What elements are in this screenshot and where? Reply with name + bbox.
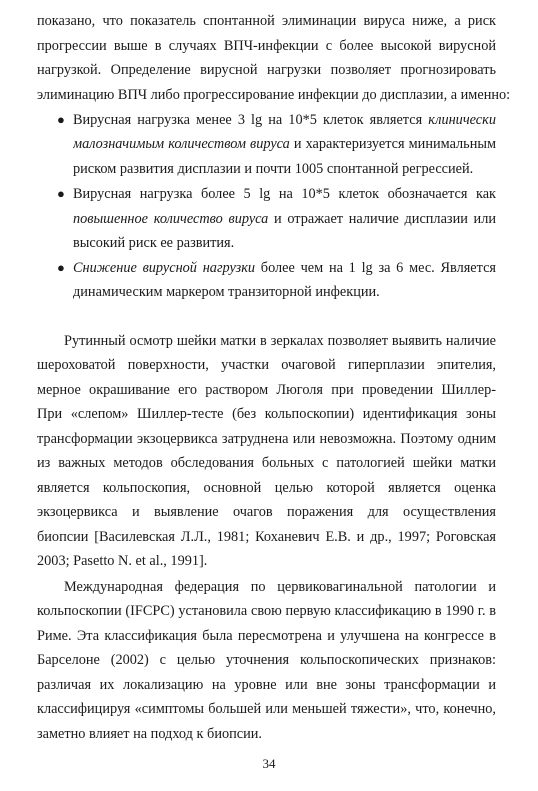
para2-line-1: Рутинный осмотр шейки матки в зеркалах позволяет выявить наличие <box>64 333 496 349</box>
para3-line-6: классифицируя «симптомы большей или меньшей тяжести», что, конечно, <box>37 701 496 717</box>
para2-line-10: 2003; Pasetto N. et al., 1991]. <box>37 553 208 569</box>
para3-line-7: заметно влияет на подход к биопсии. <box>37 726 262 742</box>
para2-line-4: При «слепом» Шиллер-тесте (без кольпоскопии) идентификация зоны <box>37 406 496 422</box>
bullet-icon: ● <box>57 260 65 275</box>
para2-line-7: является кольпоскопия, основной целью которой является оценка <box>37 480 496 496</box>
bullet-2-line-2: повышенное количество вируса и отражает наличие дисплазии или <box>73 211 496 227</box>
bullet-2-line-3: высокий риск ее развития. <box>73 235 235 251</box>
bullet-1-line-3: риском развития дисплазии и почти 1005 спонтанной регрессией. <box>73 161 474 177</box>
para2-line-6: из важных методов обследования больных с патологией шейки матки <box>37 455 496 471</box>
para2-line-8: экзоцервикса и выявление очагов поражения для осуществления <box>37 504 496 520</box>
para3-line-5: различая их локализацию на уровне или вне зоны трансформации и <box>37 677 496 693</box>
intro-line-1: показано, что показатель спонтанной элиминации вируса ниже, а риск <box>37 13 496 29</box>
bullet-icon: ● <box>57 112 65 127</box>
para3-line-2: кольпоскопии (IFCPC) установила свою первую классификацию в 1990 г. в <box>37 603 496 619</box>
para2-line-2: шероховатой поверхности, участки очаговой гиперплазии эпителия, <box>37 357 496 373</box>
para3-line-4: Барселоне (2002) с целью уточнения кольпоскопических признаков: <box>37 652 496 668</box>
para2-line-5: трансформации экзоцервикса затруднена или невозможна. Поэтому одним <box>37 431 496 447</box>
para2-line-9: биопсии [Василевская Л.Л., 1981; Коханевич Е.В. и др., 1997; Роговская <box>37 529 496 545</box>
page-number: 34 <box>262 756 276 771</box>
para3-line-3: Риме. Эта классификация была пересмотрена и улучшена на конгрессе в <box>37 628 496 644</box>
bullet-3-line-1: Снижение вирусной нагрузки более чем на 1 lg за 6 мес. Является <box>73 260 496 276</box>
para2-line-3: мерное окрашивание его раствором Люголя при проведении Шиллер- <box>37 382 496 398</box>
bullet-1-line-1: Вирусная нагрузка менее 3 lg на 10*5 клеток является клинически <box>73 112 496 128</box>
bullet-2-line-1: Вирусная нагрузка более 5 lg на 10*5 клеток обозначается как <box>73 186 496 202</box>
bullet-1-line-2: малозначимым количеством вируса и характеризуется минимальным <box>73 136 496 152</box>
intro-line-3: нагрузкой. Определение вирусной нагрузки позволяет прогнозировать <box>37 62 496 78</box>
bullet-icon: ● <box>57 186 65 201</box>
bullet-3-line-2: динамическим маркером транзиторной инфекции. <box>73 284 380 300</box>
para3-line-1: Международная федерация по цервиковагинальной патологии и <box>64 579 496 595</box>
intro-line-4: элиминацию ВПЧ либо прогрессирование инфекции до дисплазии, а именно: <box>37 87 511 103</box>
intro-line-2: прогрессии выше в случаях ВПЧ-инфекции с более высокой вирусной <box>37 38 496 54</box>
